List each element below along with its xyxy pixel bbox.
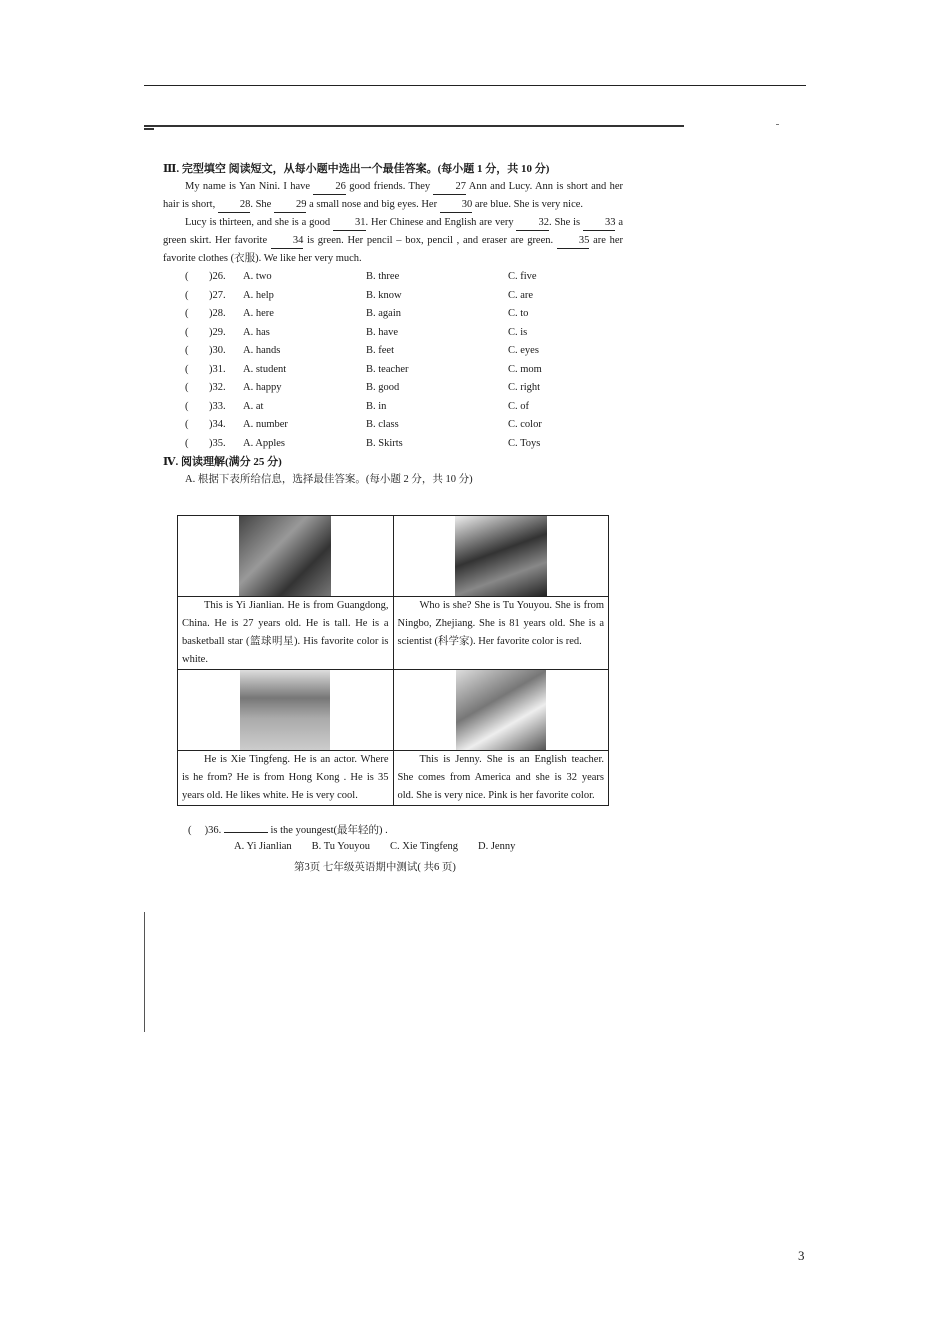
answer-paren[interactable]: ( — [185, 289, 189, 301]
page-footer: 第3页 七年级英语期中测试( 共6 页) — [294, 862, 456, 873]
question-number: )35. — [209, 437, 226, 449]
option-row — [163, 435, 623, 454]
option-row — [163, 361, 623, 380]
blank-29[interactable]: 29 — [274, 198, 307, 213]
answer-paren[interactable]: ( — [188, 825, 192, 836]
yi-jianlian-photo — [239, 516, 331, 596]
info-table — [177, 515, 609, 806]
answer-blank[interactable] — [224, 832, 268, 833]
option-c[interactable]: C. Xie Tingfeng — [390, 841, 459, 852]
option-b[interactable]: B. again — [366, 308, 401, 319]
page-number: 3 — [798, 1248, 805, 1263]
photo-cell — [178, 670, 394, 751]
answer-paren[interactable]: ( — [185, 363, 189, 375]
blank-33[interactable]: 33 — [583, 216, 616, 231]
photo-cell — [178, 516, 394, 597]
option-row — [163, 305, 623, 324]
option-row — [163, 324, 623, 343]
scan-mark — [776, 124, 779, 125]
header-rule — [144, 85, 806, 86]
option-c[interactable]: C. eyes — [508, 345, 539, 356]
yi-jianlian-text: This is Yi Jianlian. He is from Guangdong, China. He is 27 years old. He is tall. He is a basketball star (篮球明星). His favorite color is white. — [178, 597, 394, 670]
option-a[interactable]: A. two — [243, 271, 272, 282]
option-c[interactable]: C. are — [508, 289, 534, 301]
passage-paragraph-2: Lucy is thirteen, and she is a good 31. Her Chinese and English are very 32. She is 33 a green skirt. Her favorite 34 is green. Her pencil – box, pencil , and eraser are green. 35 are her favorite clothes (衣服). We like her very much. — [163, 217, 624, 264]
option-a[interactable]: A. happy — [243, 382, 282, 393]
answer-paren[interactable]: ( — [185, 400, 189, 412]
blank-28[interactable]: 28 — [218, 198, 251, 213]
option-b[interactable]: B. feet — [366, 345, 394, 356]
answer-paren[interactable]: ( — [185, 345, 189, 356]
option-a[interactable]: A. number — [243, 419, 288, 430]
blank-26[interactable]: 26 — [313, 180, 346, 195]
option-a[interactable]: A. student — [243, 363, 287, 375]
xie-tingfeng-photo — [240, 670, 330, 750]
blank-34[interactable]: 34 — [271, 234, 304, 249]
option-b[interactable]: B. in — [366, 400, 387, 412]
section-3-title: Ⅲ. 完型填空 阅读短文，从每小题中选出一个最佳答案。(每小题 1 分，共 10 分) — [163, 163, 550, 175]
question-number: )28. — [209, 308, 226, 319]
option-a[interactable]: A. help — [243, 289, 274, 301]
answer-paren[interactable]: ( — [185, 326, 189, 338]
answer-paren[interactable]: ( — [185, 419, 189, 430]
scan-rule — [144, 125, 684, 127]
xie-tingfeng-text: He is Xie Tingfeng. He is an actor. Where is he from? He is from Hong Kong . He is 35 years old. He likes white. He is very cool. — [178, 751, 394, 806]
option-c[interactable]: C. right — [508, 382, 541, 393]
option-c[interactable]: C. mom — [508, 363, 542, 375]
photo-cell — [393, 670, 609, 751]
option-row — [163, 416, 623, 435]
option-d[interactable]: D. Jenny — [478, 841, 516, 852]
question-number: )30. — [209, 345, 226, 356]
tu-youyou-text: Who is she? She is Tu Youyou. She is from Ningbo, Zhejiang. She is 81 years old. She is a scientist (科学家). Her favorite color is red. — [393, 597, 609, 670]
blank-35[interactable]: 35 — [557, 234, 590, 249]
answer-paren[interactable]: ( — [185, 271, 189, 282]
option-b[interactable]: B. know — [366, 289, 402, 301]
option-a[interactable]: A. Yi Jianlian — [234, 841, 292, 852]
option-b[interactable]: B. teacher — [366, 363, 409, 375]
option-c[interactable]: C. is — [508, 326, 528, 338]
options-list — [163, 268, 623, 453]
option-c[interactable]: C. color — [508, 419, 542, 430]
option-a[interactable]: A. hands — [243, 345, 281, 356]
option-a[interactable]: A. Apples — [243, 437, 285, 449]
option-c[interactable]: C. to — [508, 308, 529, 319]
option-a[interactable]: A. here — [243, 308, 274, 319]
margin-line — [144, 912, 145, 1032]
question-number: )33. — [209, 400, 226, 412]
blank-32[interactable]: 32 — [516, 216, 549, 231]
blank-27[interactable]: 27 — [433, 180, 466, 195]
option-c[interactable]: C. of — [508, 400, 529, 412]
question-number: )34. — [209, 419, 226, 430]
question-number: )31. — [209, 363, 226, 375]
answer-paren[interactable]: ( — [185, 382, 189, 393]
photo-cell — [393, 516, 609, 597]
option-b[interactable]: B. Skirts — [366, 437, 403, 449]
option-b[interactable]: B. Tu Youyou — [311, 841, 371, 852]
answer-paren[interactable]: ( — [185, 437, 189, 449]
section-4-title: Ⅳ. 阅读理解(满分 25 分) — [163, 456, 282, 468]
option-row — [163, 268, 623, 287]
question-number: )26. — [209, 271, 226, 282]
question-number: )32. — [209, 382, 226, 393]
question-36-options — [234, 841, 535, 852]
tu-youyou-photo — [455, 516, 547, 596]
option-b[interactable]: B. class — [366, 419, 399, 430]
passage-paragraph-1: My name is Yan Nini. I have 26 good friends. They 27 Ann and Lucy. Ann is short and her hair is short, 28. She 29 a small nose and big eyes. Her 30 are blue. She is very nice. — [163, 178, 623, 214]
blank-31[interactable]: 31 — [333, 216, 366, 231]
option-b[interactable]: B. have — [366, 326, 399, 338]
scan-rule-mark — [144, 128, 154, 130]
option-c[interactable]: C. Toys — [508, 437, 541, 449]
blank-30[interactable]: 30 — [440, 198, 473, 213]
jenny-photo — [456, 670, 546, 750]
option-row — [163, 398, 623, 417]
question-number: )29. — [209, 326, 226, 338]
option-row — [163, 342, 623, 361]
option-b[interactable]: B. three — [366, 271, 400, 282]
option-b[interactable]: B. good — [366, 382, 400, 393]
question-number: )27. — [209, 289, 226, 301]
option-a[interactable]: A. at — [243, 400, 264, 412]
option-row — [163, 287, 623, 306]
exam-section-3 — [163, 160, 623, 489]
jenny-text: This is Jenny. She is an English teacher. She comes from America and she is 32 years old. She is very nice. Pink is her favorite color. — [393, 751, 609, 806]
option-a[interactable]: A. has — [243, 326, 270, 338]
answer-paren[interactable]: ( — [185, 308, 189, 319]
question-36: ( )36. is the youngest(最年轻的) . — [188, 825, 388, 836]
option-c[interactable]: C. five — [508, 271, 537, 282]
section-4-subtitle: A. 根据下表所给信息，选择最佳答案。(每小题 2 分，共 10 分) — [185, 474, 473, 485]
option-row — [163, 379, 623, 398]
